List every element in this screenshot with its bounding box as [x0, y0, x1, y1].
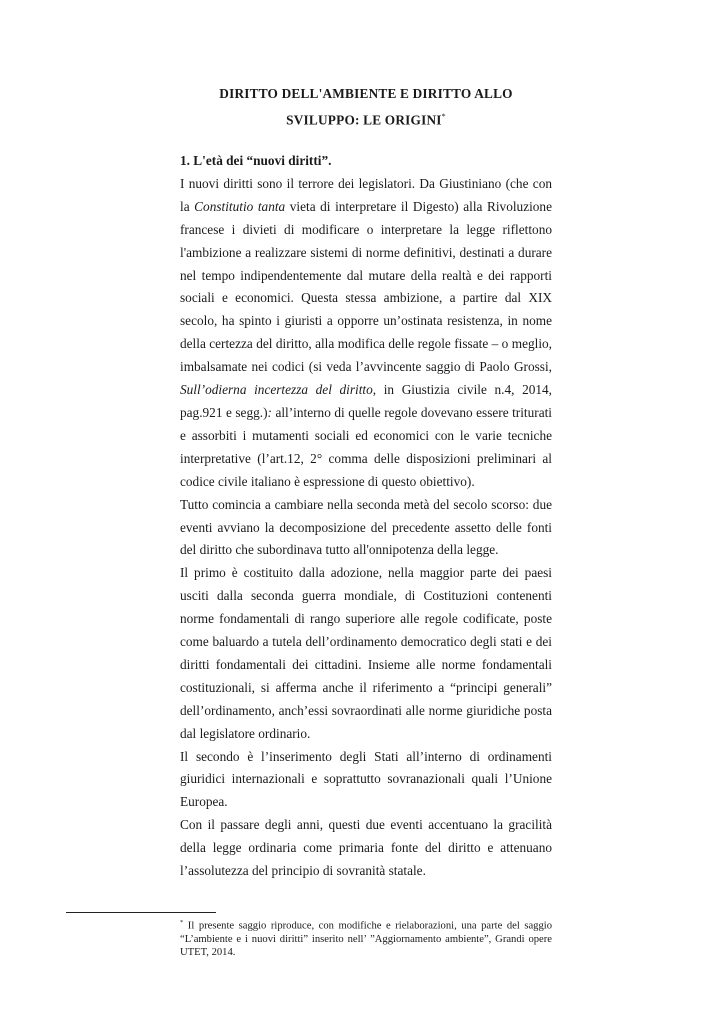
footnote-separator	[66, 912, 216, 913]
footnote-marker: *	[180, 919, 184, 926]
title-line-2	[180, 105, 552, 131]
paragraph-1	[180, 173, 552, 494]
p1-text-c: , in Giustizia civile n.4, 2014, pag.921 e segg.)	[180, 382, 552, 420]
paragraph-3: Il primo è costituito dalla adozione, nella maggior parte dei paesi usciti dalla seconda guerra mondiale, di Costituzioni contenenti norme fondamentali di rango superiore alle regole codificate, poste come baluardo a tutela dell’ordinamento democratico degli stati e dei diritti fondamentali dei cittadini. Insieme alle norme fondamentali costituzionali, si afferma anche il riferimento a “principi generali” dell’ordinamento, anch’essi sovraordinati alle norme giuridiche posta dal legislatore ordinario.	[180, 565, 552, 741]
paragraph-4: Il secondo è l’inserimento degli Stati all’interno di ordinamenti giuridici internazionali e soprattutto sovranazionali quali l’Unione Europea.	[180, 748, 552, 810]
section-heading: 1. L'età dei “nuovi diritti”.	[180, 153, 332, 168]
paragraph-2: Tutto comincia a cambiare nella seconda metà del secolo scorso: due eventi avviano la decomposizione del precedente assetto delle fonti del diritto che subordinava tutto all'onnipotenza della legge.	[180, 496, 552, 558]
title-footnote-marker[interactable]: *	[441, 112, 446, 121]
p1-italic-constitutio: Constitutio tanta	[194, 198, 286, 214]
p1-text-a: I nuovi diritti sono il terrore dei legislatori. Da Giustiniano (che con la	[180, 175, 552, 214]
p1-text-d: all’interno di quelle regole dovevano essere triturati e assorbiti i mutamenti sociali ed economici con le varie tecniche interpretative (l’art.12, 2° comma delle disposizioni preliminari al codice civile italiano è espressione di questo obiettivo).	[180, 404, 552, 489]
p1-italic-grossi-title: Sull’odierna incertezza del diritto	[180, 382, 373, 398]
document-body	[180, 150, 552, 883]
p1-text-b: vieta di interpretare il Digesto) alla Rivoluzione francese i divieti di modificare o interpretare la legge riflettono l'ambizione a realizzare sistemi di norme definitivi, destinati a durare nel tempo indipendentemente dal mutare della realtà e dei rapporti sociali e economici. Questa stessa ambizione, a partire dal XIX secolo, ha spinto i giuristi a opporre un’ostinata resistenza, in nome della certezza del diritto, alla modifica delle regole fissate – o meglio, imbalsamate nei codici (si veda l’avvincente saggio di Paolo Grossi,	[180, 198, 552, 375]
p1-italic-colon: :	[267, 404, 272, 420]
document-title	[180, 82, 552, 131]
footnote	[180, 916, 552, 959]
footnote-text: Il presente saggio riproduce, con modifiche e rielaborazioni, una parte del saggio “L’ambiente e i nuovi diritti” inserito nell’ ”Aggiornamento ambiente”, Grandi opere UTET, 2014.	[180, 920, 552, 958]
paragraph-5: Con il passare degli anni, questi due eventi accentuano la gracilità della legge ordinaria come primaria fonte del diritto e attenuano l’assolutezza del principio di sovranità statale.	[180, 817, 552, 879]
title-line-1: DIRITTO DELL'AMBIENTE E DIRITTO ALLO	[219, 86, 513, 101]
title-line-2-text: SVILUPPO: LE ORIGINI	[286, 112, 442, 128]
